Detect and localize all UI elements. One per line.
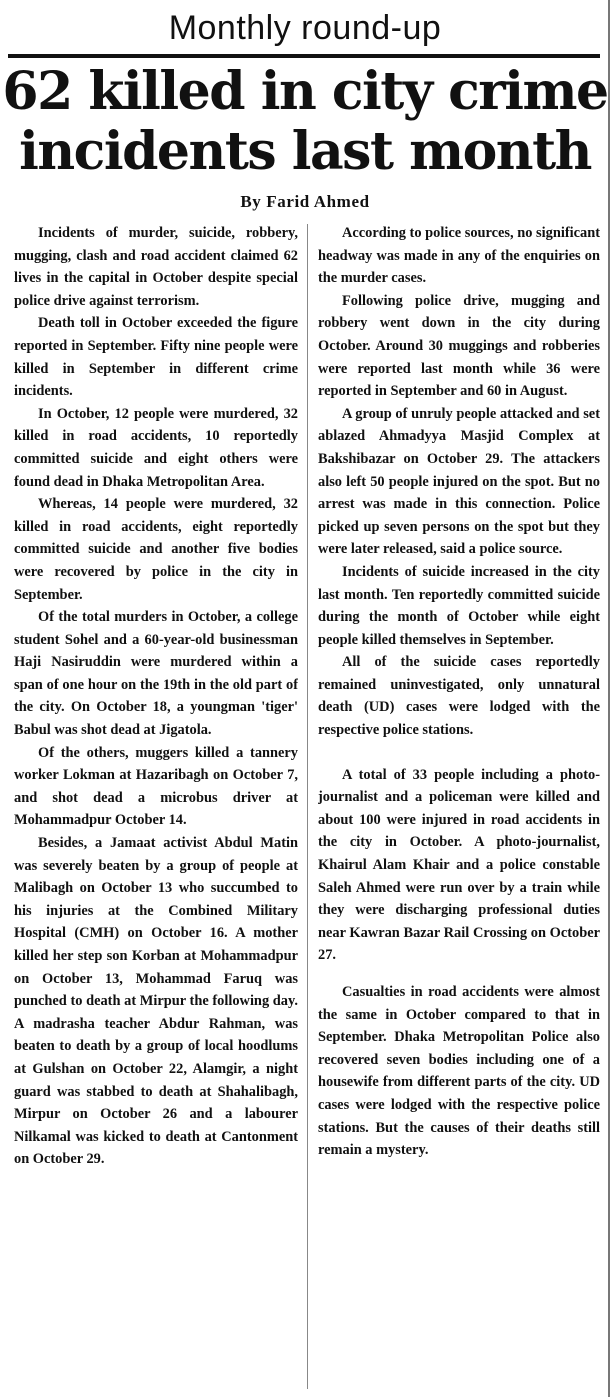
paragraph: Incidents of murder, suicide, robbery, mugging, clash and road accident claimed 62 lives in the capital in October despite special police drive against terrorism. [14,225,298,309]
right-column [318,222,600,1392]
byline: By Farid Ahmed [240,192,370,211]
paragraph: A group of unruly people attacked and set ablazed Ahmadyya Masjid Complex at Bakshibazar on October 29. The attackers also left 50 people injured on the spot. But no arrest was made in this connection. Police picked up seven persons on the spot but they were later released, said a police source. [318,405,600,558]
column-divider [307,224,308,1389]
paragraph: Incidents of suicide increased in the city last month. Ten reportedly committed suicide during the month of October while eight people killed themselves in September. [318,563,600,648]
paragraph: Death toll in October exceeded the figure reported in September. Fifty nine people were killed in September in different crime incidents. [14,315,298,400]
paragraph: Casualties in road accidents were almost the same in October compared to that in September. Dhaka Metropolitan Police also recovered seven bodies including one of a housewife from different parts of the city. UD cases were lodged with the respective police stations. But the causes of their deaths still remain a mystery. [318,984,600,1159]
paragraph: According to police sources, no significant headway was made in any of the enquiries on the murder cases. [318,225,600,287]
headline-line-2: incidents last month [19,121,591,182]
headline [0,62,610,182]
paragraph: All of the suicide cases reportedly remained uninvestigated, only unnatural death (UD) cases were lodged with the respective police stations. [318,654,600,739]
kicker-rule [8,54,600,58]
paragraph: Following police drive, mugging and robbery went down in the city during October. Around 30 muggings and robberies were reported last month while 36 were reported in September and 60 in August. [318,292,600,400]
kicker: Monthly round-up [168,9,442,47]
paragraph: In October, 12 people were murdered, 32 killed in road accidents, 10 reportedly committed suicide and eight others were found dead in Dhaka Metropolitan Area. [14,405,298,490]
paragraph: Of the total murders in October, a college student Sohel and a 60-year-old businessman Haji Nasiruddin were murdered within a span of one hour on the 19th in the old part of the city. On October 18, a youngman 'tiger' Babul was shot dead at Jigatola. [14,609,298,739]
paragraph: Besides, a Jamaat activist Abdul Matin was severely beaten by a group of people at Malibagh on October 13 who succumbed to his injuries at the Combined Military Hospital (CMH) on October 16. A mother killed her step son Korban at Mohammadpur on October 13, Mohammad Faruq was punched to death at Mirpur the following day. A madrasha teacher Abdur Rahman, was beaten to death by a group of local hoodlums at Gulshan on October 22, Alamgir, a night guard was stabbed to death at Shahalibagh, Mirpur on October 26 and a labourer Nilkamal was kicked to death at Cantonment on October 29. [14,835,298,1168]
paragraph: Of the others, muggers killed a tannery worker Lokman at Hazaribagh on October 7, and shot dead a microbus driver at Mohammadpur October 14. [14,744,298,829]
headline-line-1: 62 killed in city crime [2,61,608,122]
left-column [14,222,298,1392]
paragraph: A total of 33 people including a photo-journalist and a policeman were killed and about 100 were injured in road accidents in the city in October. A photo-journalist, Khairul Alam Khair and a police constable Saleh Ahmed were run over by a train while they were discharging professional duties near Kawran Bazar Rail Crossing on October 27. [318,766,600,964]
paragraph: Whereas, 14 people were murdered, 32 killed in road accidents, eight reportedly committed suicide and another five bodies were recovered by police in the city in September. [14,496,298,603]
